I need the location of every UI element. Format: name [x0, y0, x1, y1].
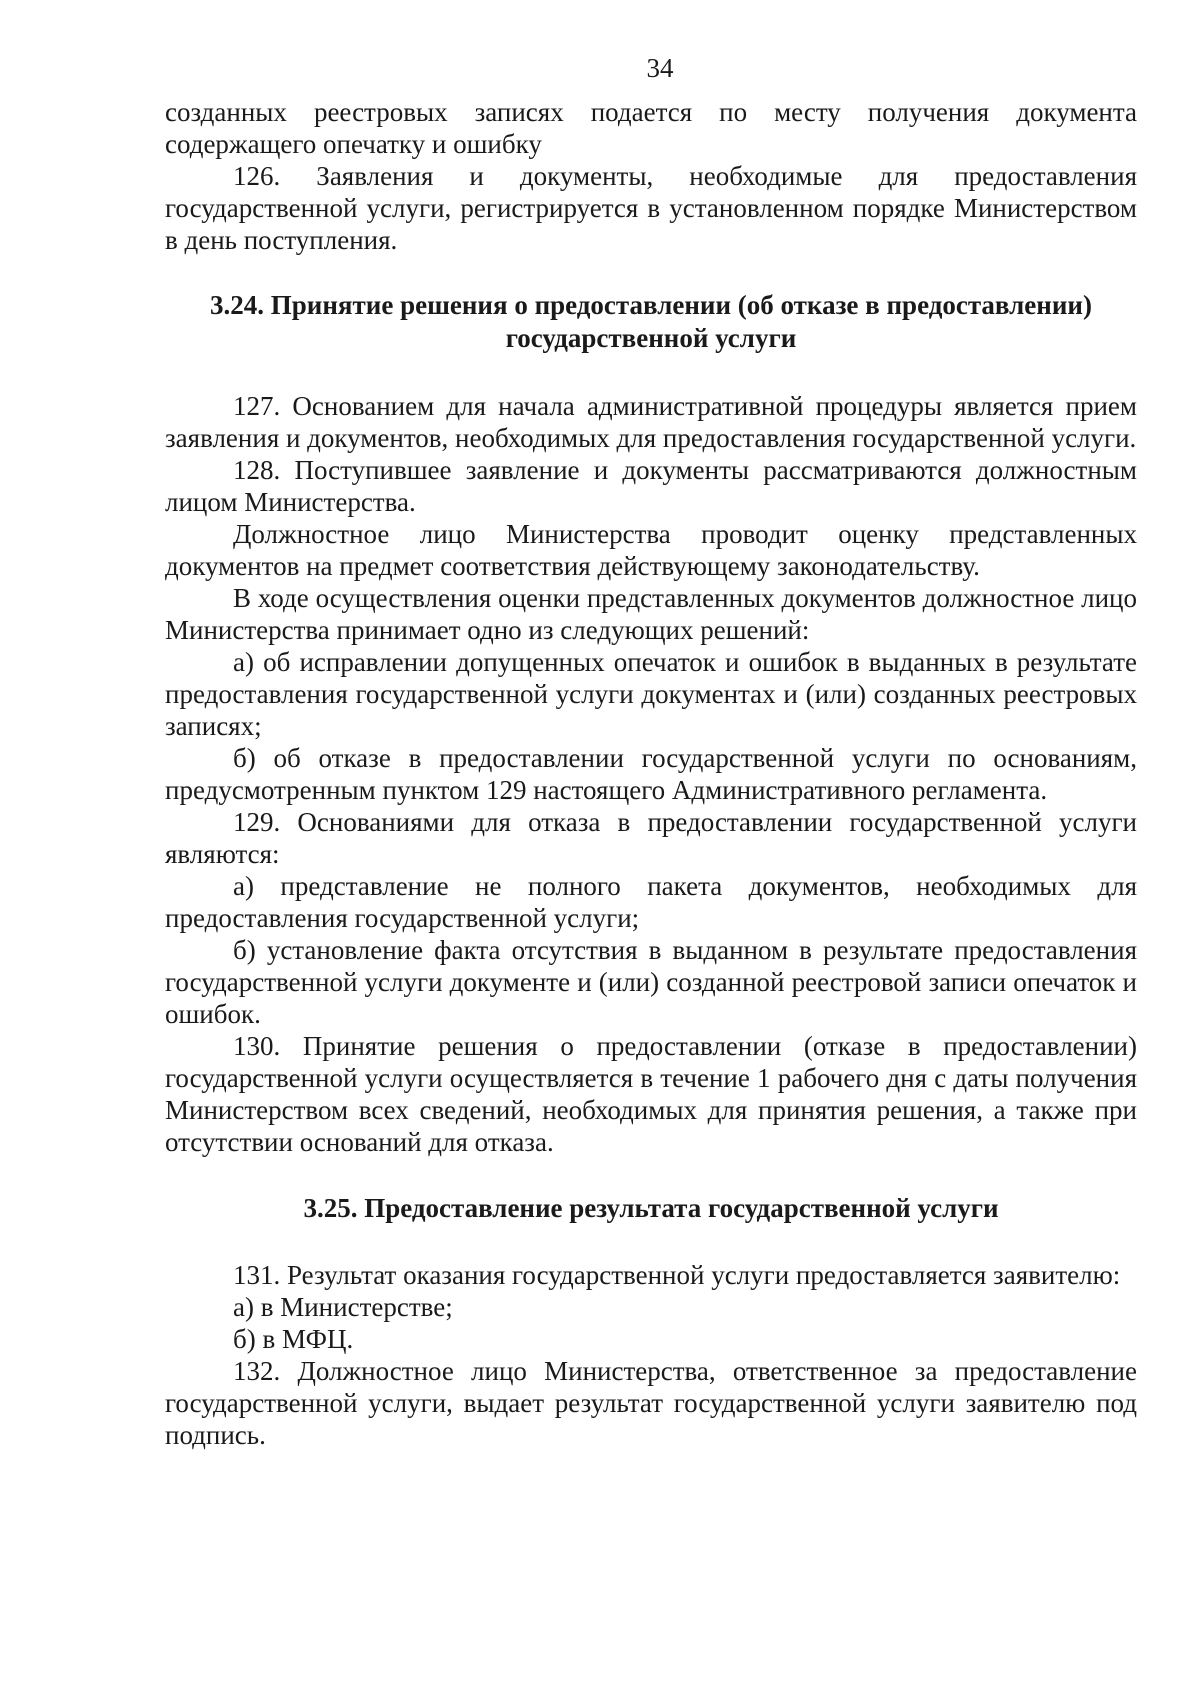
paragraph-128-assessment: Должностное лицо Министерства проводит оценку представленных документов на предмет соответствия действующему законодательству.: [165, 519, 1137, 581]
paragraph-continuation: созданных реестровых записях подается по месту получения документа содержащего опечатку и ошибку: [165, 97, 1137, 159]
paragraph-128-decisions: В ходе осуществления оценки представленных документов должностное лицо Министерства принимает одно из следующих решений:: [165, 583, 1137, 645]
section-heading-3-25: 3.25. Предоставление результата государственной услуги: [303, 1193, 999, 1223]
list-item-decision-b: б) об отказе в предоставлении государственной услуги по основаниям, предусмотренным пунктом 129 настоящего Административного регламента.: [165, 743, 1137, 805]
paragraph-130: 130. Принятие решения о предоставлении (отказе в предоставлении) государственной услуги осуществляется в течение 1 рабочего дня с даты получения Министерством всех сведений, необходимых для принятия решения, а также при отсутствии оснований для отказа.: [165, 1031, 1137, 1157]
list-item-result-a: а) в Министерстве;: [233, 1292, 453, 1322]
list-item-refusal-b: б) установление факта отсутствия в выданном в результате предоставления государственной услуги документе и (или) созданной реестровой записи опечаток и ошибок.: [165, 935, 1137, 1029]
list-item-result-b: б) в МФЦ.: [233, 1324, 354, 1354]
paragraph-127: 127. Основанием для начала административной процедуры является прием заявления и документов, необходимых для предоставления государственной услуги.: [165, 391, 1137, 453]
list-item-decision-a: а) об исправлении допущенных опечаток и ошибок в выданных в результате предоставления государственной услуги документах и (или) созданных реестровых записях;: [165, 647, 1137, 741]
paragraph-132: 132. Должностное лицо Министерства, ответственное за предоставление государственной услуги, выдает результат государственной услуги заявителю под подпись.: [165, 1356, 1137, 1450]
list-item-refusal-a: а) представление не полного пакета документов, необходимых для предоставления государственной услуги;: [165, 871, 1137, 933]
page-number: 34: [646, 53, 674, 83]
paragraph-126: 126. Заявления и документы, необходимые для предоставления государственной услуги, регистрируется в установленном порядке Министерством в день поступления.: [165, 161, 1137, 255]
paragraph-128: 128. Поступившее заявление и документы рассматриваются должностным лицом Министерства.: [165, 455, 1137, 517]
section-heading-3-24: 3.24. Принятие решения о предоставлении (об отказе в предоставлении) государственной услуги: [210, 290, 1092, 353]
document-page: [165, 52, 1137, 1451]
paragraph-129: 129. Основаниями для отказа в предоставлении государственной услуги являются:: [165, 807, 1137, 869]
paragraph-131: 131. Результат оказания государственной услуги предоставляется заявителю:: [233, 1260, 1121, 1290]
